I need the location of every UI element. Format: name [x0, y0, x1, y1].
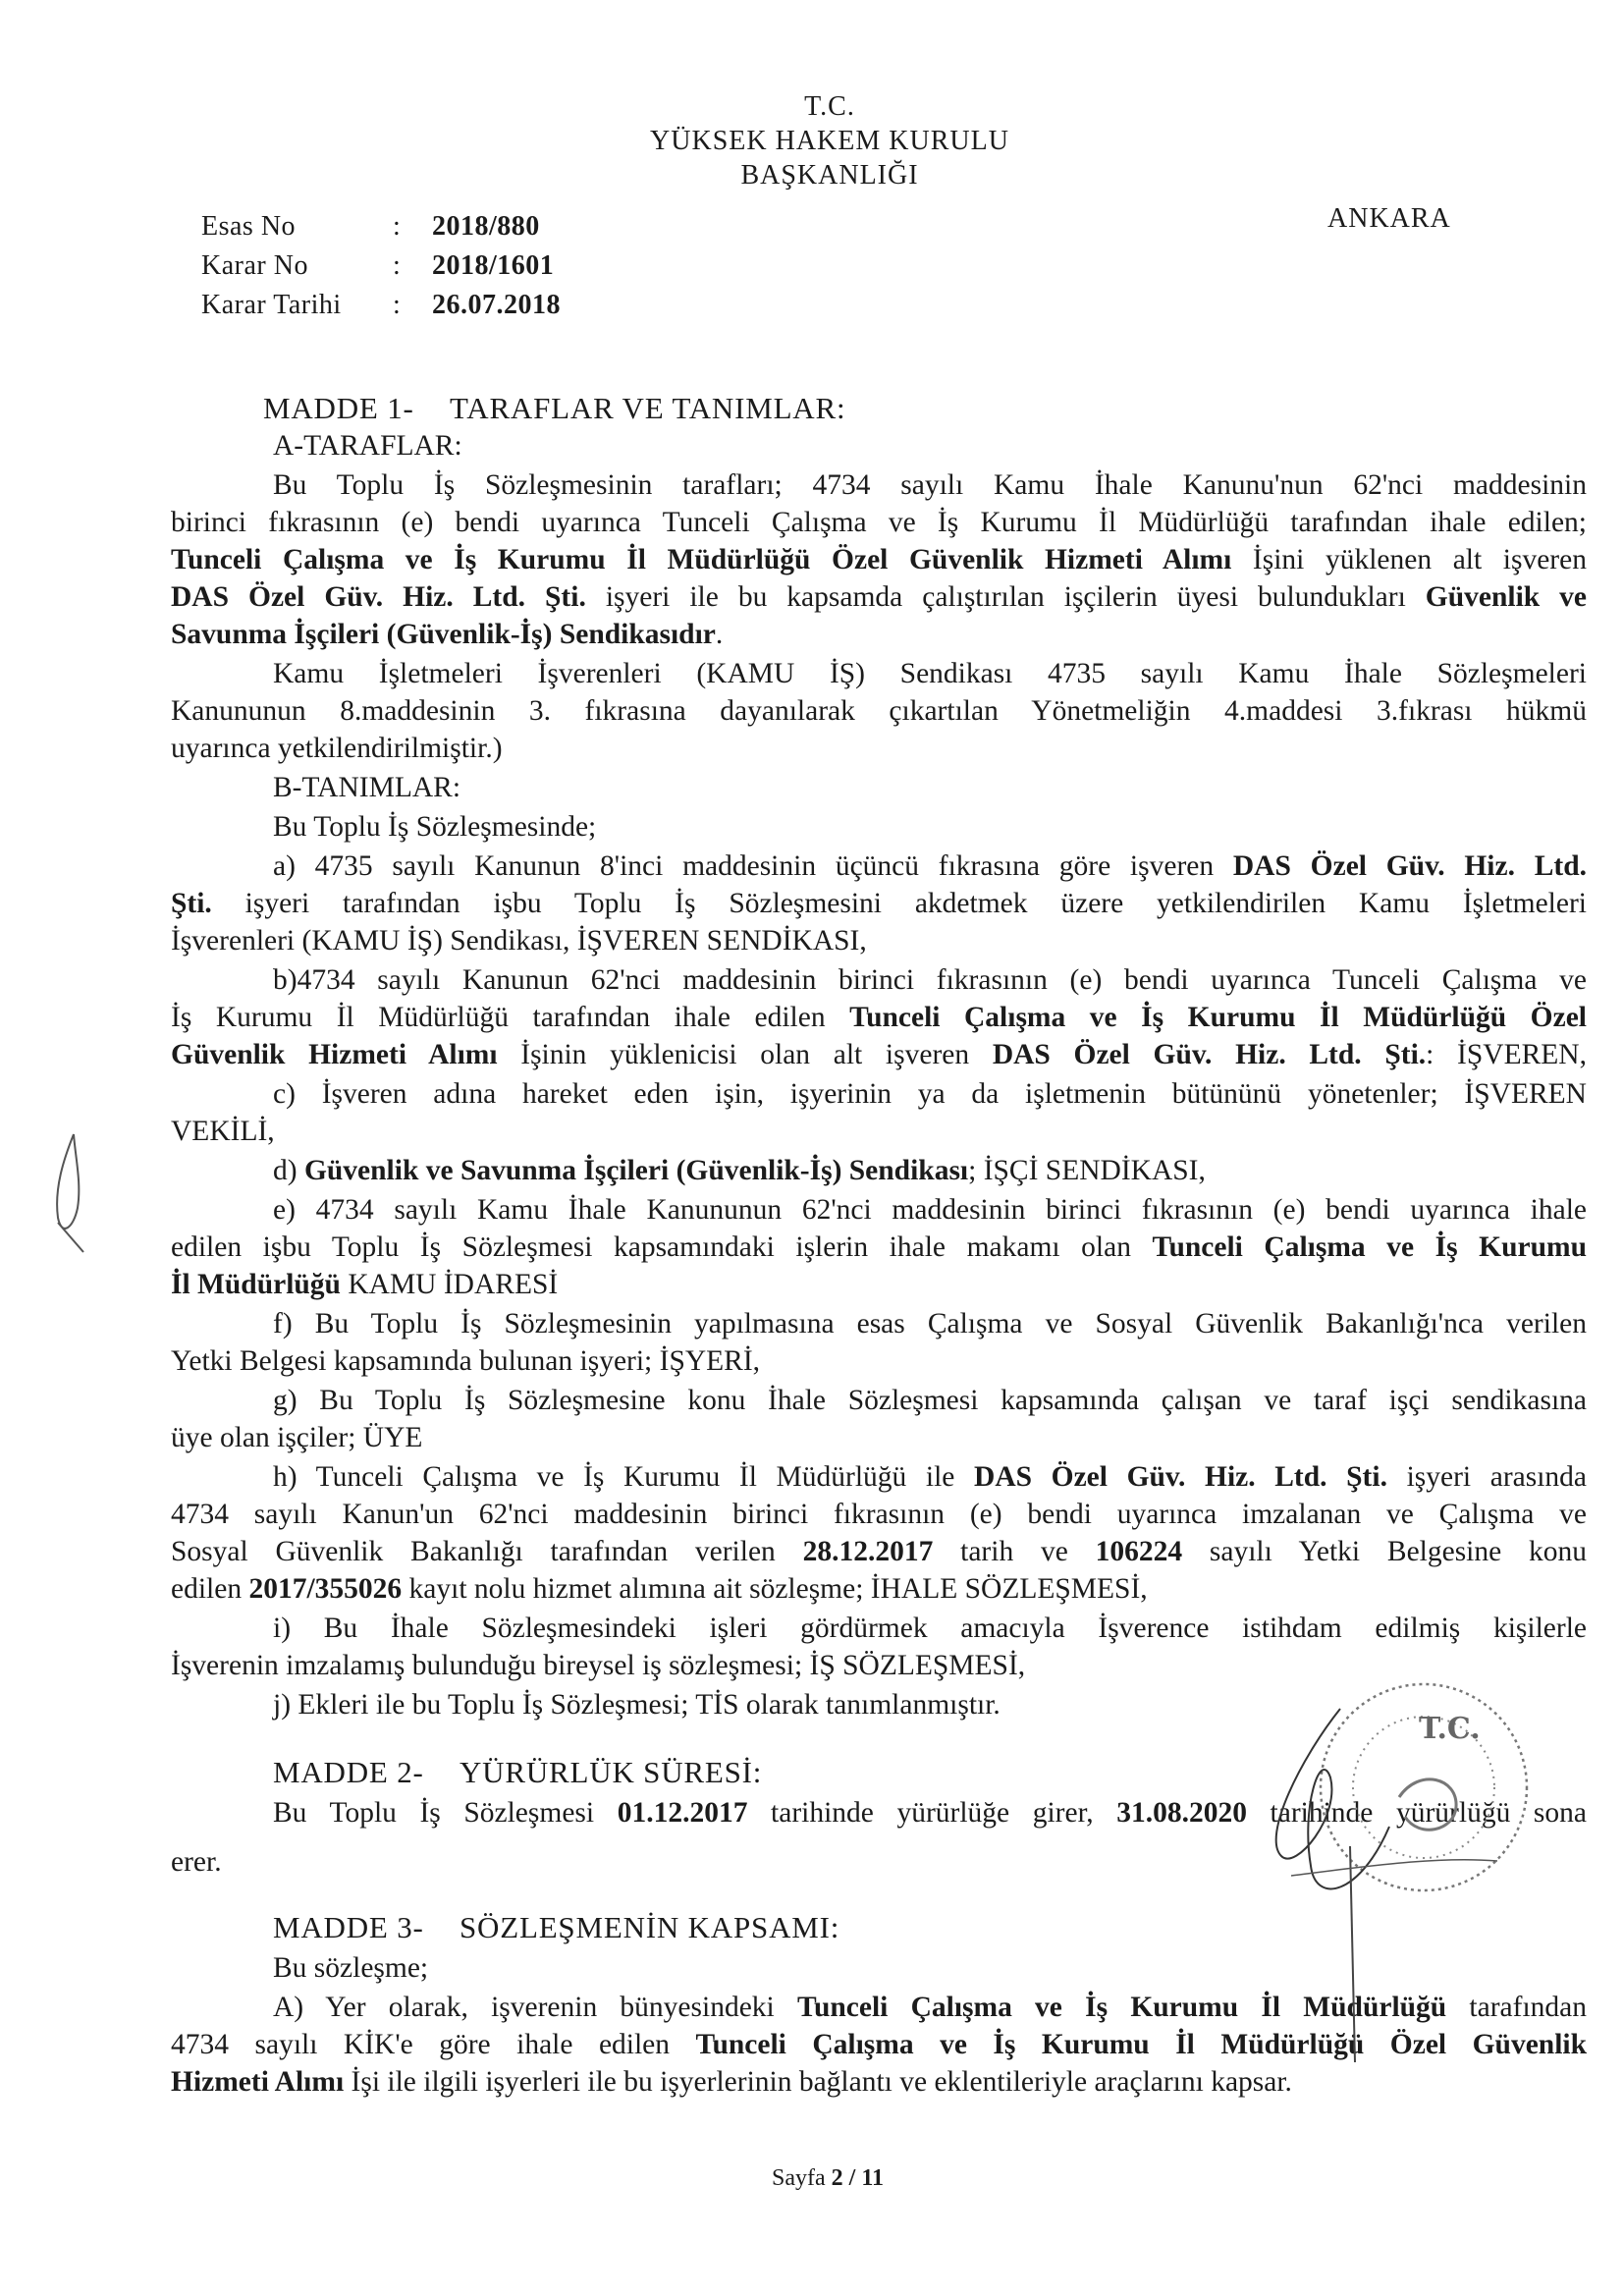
stamp-text: T.C.: [1419, 1712, 1481, 1746]
body-line: g) Bu Toplu İş Sözleşmesine konu İhale Sözleşmesi kapsamında çalışan ve taraf işçi sendikasına: [273, 1385, 1587, 1416]
bold-text: Tunceli Çalışma ve İş Kurumu İl Müdürlüğü: [796, 1992, 1447, 2023]
body-text: .: [715, 619, 724, 650]
body-text: KAMU İDARESİ: [340, 1269, 559, 1300]
body-line: j) Ekleri ile bu Toplu İş Sözleşmesi; TİS olarak tanımlanmıştır.: [273, 1689, 1001, 1721]
bold-text: İl Müdürlüğü: [171, 1269, 341, 1300]
body-text: d): [273, 1155, 304, 1186]
body-line: [171, 1533, 1587, 1570]
bold-text: 106224: [1095, 1536, 1183, 1567]
page-label: Sayfa: [772, 2165, 832, 2191]
karar-tarihi-row: [201, 290, 561, 321]
body-text: tarafından: [1446, 1992, 1588, 2023]
bold-text: Tunceli Çalışma ve İş Kurumu: [1152, 1231, 1587, 1263]
body-line: [171, 1229, 1587, 1266]
bold-text: 01.12.2017: [617, 1797, 748, 1829]
body-text: sayılı Yetki Belgesine konu: [1182, 1536, 1588, 1567]
page-footer: [772, 2165, 884, 2192]
bold-text: 2017/355026: [248, 1573, 403, 1605]
body-text: işyeri ile bu kapsamda çalıştırılan işçilerin üyesi bulundukları: [585, 581, 1426, 613]
body-line: birinci fıkrasının (e) bendi uyarınca Tunceli Çalışma ve İş Kurumu İl Müdürlüğü tarafından ihale edilen;: [171, 507, 1587, 538]
body-line: uyarınca yetkilendirilmiştir.): [171, 733, 503, 764]
karar-no-row: [201, 250, 554, 282]
body-text: işyeri arasında: [1386, 1461, 1588, 1493]
section-a-title: A-TARAFLAR:: [273, 430, 462, 462]
esas-no-row: [201, 211, 540, 243]
body-line: [171, 1266, 1587, 1303]
office-name: BAŞKANLIĞI: [740, 160, 919, 191]
body-line: Bu sözleşme;: [273, 1952, 429, 1984]
article-1-title: TARAFLAR VE TANIMLAR:: [450, 391, 846, 425]
body-text: İş Kurumu İl Müdürlüğü tarafından ihale edilen: [171, 1002, 850, 1033]
bold-text: Tunceli Çalışma ve İş Kurumu İl Müdürlüğü Özel Güvenlik: [695, 2029, 1587, 2060]
body-text: A) Yer olarak, işverenin bünyesindeki: [273, 1992, 797, 2023]
tc-header: T.C.: [804, 91, 855, 122]
margin-handwritten-mark: [44, 1129, 103, 1257]
article-3-heading: [273, 1910, 839, 1945]
bold-text: DAS Özel Güv. Hiz. Ltd. Şti.: [992, 1039, 1427, 1070]
body-line: e) 4734 sayılı Kamu İhale Kanununun 62'nci maddesinin birinci fıkrasının (e) bendi uyarınca ihale: [273, 1194, 1587, 1226]
body-text: h) Tunceli Çalışma ve İş Kurumu İl Müdürlüğü ile: [273, 1461, 975, 1493]
body-line: b)4734 sayılı Kanunun 62'nci maddesinin birinci fıkrasının (e) bendi uyarınca Tunceli Çalışma ve: [273, 964, 1587, 996]
bold-text: Güvenlik Hizmeti Alımı: [171, 1039, 498, 1070]
karar-tarihi-label: Karar Tarihi: [201, 290, 342, 320]
karar-no-label: Karar No: [201, 250, 308, 281]
esas-no-label: Esas No: [201, 211, 297, 242]
bold-text: Şti.: [171, 888, 212, 919]
article-2-number: MADDE 2-: [273, 1755, 424, 1789]
body-line: [171, 1036, 1587, 1073]
body-line: İşverenleri (KAMU İŞ) Sendikası, İŞVEREN SENDİKASI,: [171, 925, 867, 957]
body-line: 4734 sayılı Kanun'un 62'nci maddesinin birinci fıkrasının (e) bendi uyarınca imzalanan ve Çalışma ve: [171, 1499, 1587, 1530]
body-text: 4734 sayılı KİK'e göre ihale edilen: [171, 2029, 696, 2060]
article-2-heading: [273, 1755, 762, 1790]
article-3-number: MADDE 3-: [273, 1910, 424, 1944]
karar-no-colon: :: [393, 250, 401, 281]
official-stamp: [1222, 1669, 1586, 2082]
body-line: [171, 885, 1587, 922]
bold-text: Güvenlik ve Savunma İşçileri (Güvenlik-İş) Sendikası: [303, 1155, 969, 1186]
body-line: Bu Toplu İş Sözleşmesinin tarafları; 4734 sayılı Kamu İhale Kanunu'nun 62'nci maddesinin: [273, 469, 1587, 501]
esas-no-colon: :: [393, 211, 401, 242]
body-line: [171, 541, 1587, 578]
body-line: [273, 1458, 1587, 1496]
body-line: erer.: [171, 1846, 222, 1878]
body-text: : İŞVEREN,: [1426, 1039, 1587, 1070]
body-line: [273, 847, 1587, 885]
body-line: VEKİLİ,: [171, 1116, 275, 1147]
bold-text: DAS Özel Güv. Hiz. Ltd. Şti.: [974, 1461, 1387, 1493]
body-line: üye olan işçiler; ÜYE: [171, 1422, 423, 1453]
bold-text: 28.12.2017: [802, 1536, 934, 1567]
body-text: İşinin yüklenicisi olan alt işveren: [497, 1039, 993, 1070]
bold-text: 31.08.2020: [1116, 1797, 1247, 1829]
bold-text: Hizmeti Alımı: [171, 2066, 345, 2098]
bold-text: DAS Özel Güv. Hiz. Ltd. Şti.: [171, 581, 586, 613]
page-number: 2 / 11: [831, 2165, 884, 2191]
bold-text: Tunceli Çalışma ve İş Kurumu İl Müdürlüğü Özel: [849, 1002, 1587, 1033]
body-text: a) 4735 sayılı Kanunun 8'inci maddesinin üçüncü fıkrasına göre işveren: [273, 850, 1233, 882]
body-line: Kamu İşletmeleri İşverenleri (KAMU İŞ) Sendikası 4735 sayılı Kamu İhale Sözleşmeleri: [273, 658, 1587, 689]
body-text: İşini yüklenen alt işveren: [1231, 544, 1587, 575]
body-line: [171, 999, 1587, 1036]
body-line: İşverenin imzalamış bulunduğu bireysel iş sözleşmesi; İŞ SÖZLEŞMESİ,: [171, 1650, 1026, 1681]
bold-text: DAS Özel Güv. Hiz. Ltd.: [1232, 850, 1587, 882]
body-line: [171, 578, 1587, 616]
bold-text: Savunma İşçileri (Güvenlik-İş) Sendikasıdır: [171, 619, 716, 650]
bold-text: Tunceli Çalışma ve İş Kurumu İl Müdürlüğü Özel Güvenlik Hizmeti Alımı: [171, 544, 1232, 575]
body-text: tarih ve: [933, 1536, 1096, 1567]
body-line: i) Bu İhale Sözleşmesindeki işleri gördürmek amacıyla İşverence istihdam edilmiş kişilerle: [273, 1613, 1587, 1644]
karar-tarihi-colon: :: [393, 290, 401, 320]
body-text: ; İŞÇİ SENDİKASI,: [968, 1155, 1206, 1186]
body-text: tarihinde yürürlüğe girer,: [747, 1797, 1117, 1829]
body-line: f) Bu Toplu İş Sözleşmesinin yapılmasına esas Çalışma ve Sosyal Güvenlik Bakanlığı'nca verilen: [273, 1308, 1587, 1339]
body-line: Bu Toplu İş Sözleşmesinde;: [273, 811, 597, 843]
article-3-title: SÖZLEŞMENİN KAPSAMI:: [460, 1910, 840, 1944]
body-line: c) İşveren adına hareket eden işin, işyerinin ya da işletmenin bütününü yönetenler; İŞVEREN: [273, 1078, 1587, 1110]
body-line: Yetki Belgesi kapsamında bulunan işyeri; İŞYERİ,: [171, 1345, 761, 1377]
section-b-title: B-TANIMLAR:: [273, 772, 461, 803]
body-text: tarihinde yürürlüğü sona: [1246, 1797, 1587, 1829]
body-text: edilen işbu Toplu İş Sözleşmesi kapsamındaki işlerin ihale makamı olan: [171, 1231, 1153, 1263]
karar-no-value: 2018/1601: [432, 250, 555, 281]
article-1-heading: [263, 391, 845, 426]
bold-text: Güvenlik ve: [1425, 581, 1587, 613]
body-text: Sosyal Güvenlik Bakanlığı tarafından verilen: [171, 1536, 803, 1567]
city-name: ANKARA: [1327, 203, 1451, 234]
article-2-title: YÜRÜRLÜK SÜRESİ:: [460, 1755, 763, 1789]
body-line: [171, 616, 1587, 653]
body-text: kayıt nolu hizmet alımına ait sözleşme; İHALE SÖZLEŞMESİ,: [402, 1573, 1148, 1605]
body-line: [171, 1570, 1587, 1608]
karar-tarihi-value: 26.07.2018: [432, 290, 561, 320]
body-line: Kanununun 8.maddesinin 3. fıkrasına dayanılarak çıkartılan Yönetmeliğin 4.maddesi 3.fıkrası hükmü: [171, 695, 1587, 727]
esas-no-value: 2018/880: [432, 211, 540, 242]
article-1-number: MADDE 1-: [263, 391, 414, 425]
body-line: [273, 1152, 1587, 1189]
body-text: işyeri tarafından işbu Toplu İş Sözleşmesini akdetmek üzere yetkilendirilen Kamu İşletmeleri: [211, 888, 1587, 919]
body-text: edilen: [171, 1573, 249, 1605]
body-text: İşi ile ilgili işyerleri ile bu işyerlerinin bağlantı ve eklentileriyle araçlarını kapsar.: [344, 2066, 1292, 2098]
body-text: Bu Toplu İş Sözleşmesi: [273, 1797, 618, 1829]
institution-name: YÜKSEK HAKEM KURULU: [650, 126, 1009, 156]
